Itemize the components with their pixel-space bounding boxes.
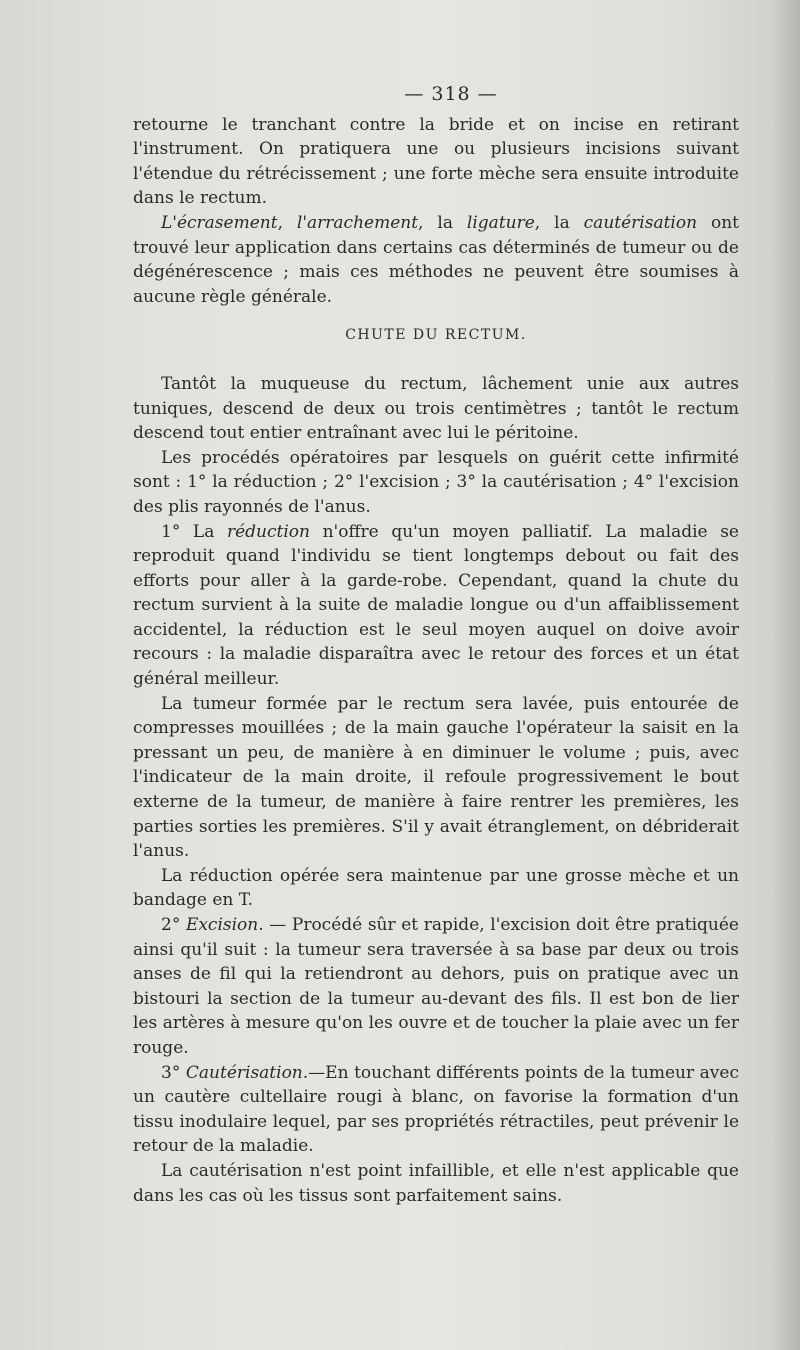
term-cauterisation-heading: Cautérisation. — [185, 1062, 309, 1083]
text-run: , la — [534, 212, 584, 233]
paragraph-excision — [133, 913, 739, 1061]
paragraph-description: Tantôt la muqueuse du rectum, lâchement unie aux autres tuniques, descend de deux ou trois centimètres ; tantôt le rectum descend tout entier entraînant avec lui le péritoine. — [133, 373, 739, 444]
text-run: , la — [418, 212, 467, 233]
paragraph-reduction-technique: La tumeur formée par le rectum sera lavée, puis entourée de compresses mouillées ; de la main gauche l'opérateur la saisit en la pressant un peu, de manière à en diminuer le volume ; puis, avec l'indicateur de la main droite, il refoule progressivement le bout externe de la tumeur, de manière à faire rentrer les premières, les parties sorties les premières. S'il y avait étranglement, on débriderait l'anus. — [133, 693, 739, 862]
text-run: — Procédé sûr et rapide, l'excision doit être pratiquée ainsi qu'il suit : la tumeur sera traversée à sa base par deux ou trois anses de fil qui la retiendront au dehors, puis on pratique avec un bistouri la section de la tumeur au-devant des fils. Il est bon de lier les artères à mesure qu'on les ouvre et de toucher la plaie avec un fer rouge. — [133, 915, 739, 1058]
text-run: 3° — [161, 1062, 186, 1083]
paragraph-continuation: retourne le tranchant contre la bride et on incise en retirant l'instrument. On pratiquera une ou plusieurs incisions suivant l'étendue du rétrécissement ; une forte mèche sera ensuite introduite dans le rectum. — [133, 114, 739, 209]
term-cauterisation: cautérisation — [583, 212, 698, 233]
paragraph-bandage: La réduction opérée sera maintenue par une grosse mèche et un bandage en T. — [133, 865, 739, 911]
term-reduction: réduction — [226, 521, 310, 542]
page-number: — 318 — — [404, 83, 498, 105]
text-run: 1° La — [161, 521, 227, 542]
page-edge-shadow — [772, 0, 800, 1350]
term-arrachement: l'arrachement — [296, 212, 419, 233]
text-run: , — [277, 212, 297, 233]
page-body — [133, 82, 739, 1208]
term-ecrasement: L'écrasement — [161, 212, 278, 233]
paragraph-procedures: Les procédés opératoires par lesquels on guérit cette infirmité sont : 1° la réduction ; 2° l'excision ; 3° la cautérisation ; 4° l'excision des plis rayonnés de l'anus. — [133, 447, 739, 517]
text-run: 2° — [161, 915, 186, 935]
term-excision: Excision. — [185, 915, 264, 935]
paragraph-reduction — [133, 520, 739, 692]
term-ligature: ligature — [466, 212, 535, 233]
paragraph-cauterisation — [133, 1061, 739, 1159]
text-run: ont trouvé leur application dans certains cas déterminés de tumeur ou de dégénérescence ; mais ces méthodes ne peuvent être soumises à aucune règle générale. — [133, 212, 739, 307]
paragraph-methods — [133, 211, 739, 309]
paragraph-conclusion: La cautérisation n'est point infaillible, et elle n'est applicable que dans les cas où les tissus sont parfaitement sains. — [133, 1160, 739, 1206]
text-run: n'offre qu'un moyen palliatif. La maladie se reproduit quand l'individu se tient longtemps debout ou fait des efforts pour aller à la garde-robe. Cependant, quand la chute du rectum survient à la suite de maladie longue ou d'un affaiblissement accidentel, la réduction est le seul moyen auquel on doive avoir recours : la maladie disparaîtra avec le retour des forces et un état général meilleur. — [133, 521, 739, 690]
section-heading: CHUTE DU RECTUM. — [345, 327, 527, 344]
text-run: —En touchant différents points de la tumeur avec un cautère cultellaire rougi à blanc, on favorise la formation d'un tissu inodulaire lequel, par ses propriétés rétractiles, peut prévenir le retour de la maladie. — [133, 1062, 739, 1157]
